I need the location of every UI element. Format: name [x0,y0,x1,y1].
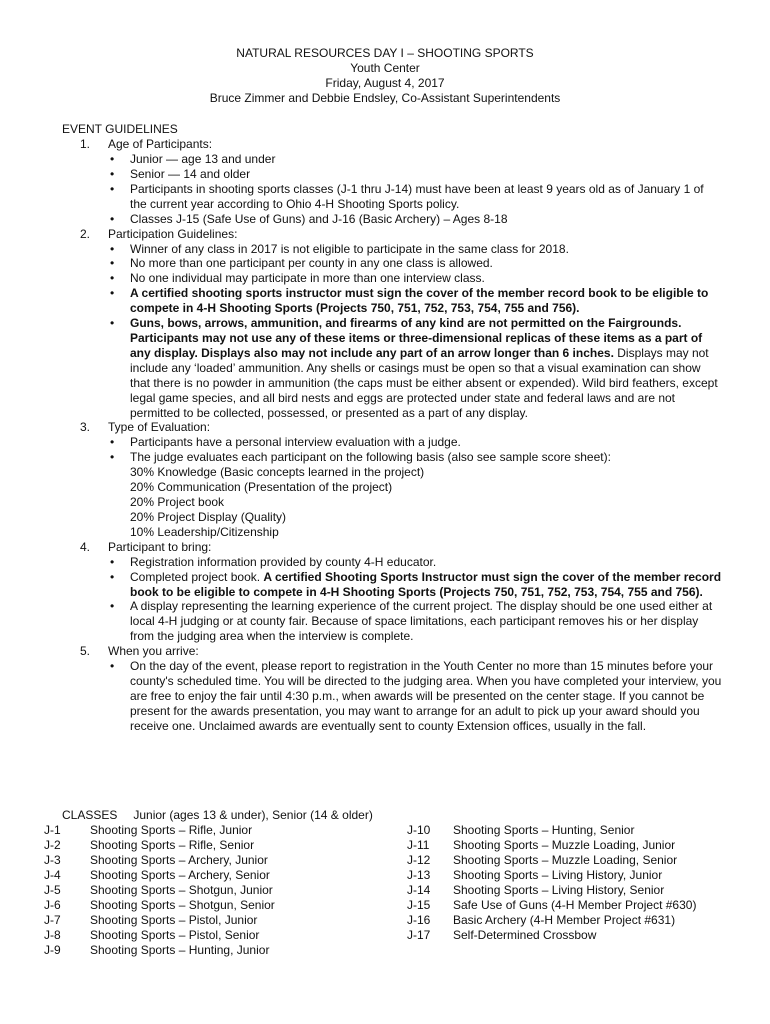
bullet-item [108,659,722,734]
bullet-text: Participants in shooting sports classes (J-1 thru J-14) must have been at least 9 years old as of January 1 of the current year according to Ohio 4-H Shooting Sports policy. [130,181,704,211]
bullet-text: A display representing the learning experience of the current project. The display should be one used either at local 4-H judging or at county fair. Because of space limitations, each participant removes his or her display from the judging area when the interview is complete. [130,599,713,644]
bullet-item [108,271,722,286]
class-name: Shooting Sports – Living History, Senior [453,883,665,897]
bullet-item [108,450,722,465]
document-header [0,46,770,106]
class-code: J-10 [407,823,431,837]
class-name: Shooting Sports – Hunting, Junior [90,943,270,957]
class-code: J-2 [44,838,61,852]
classes-age-info: Junior (ages 13 & under), Senior (14 & older) [133,808,373,822]
bullet-list [108,435,722,465]
bullet-list [108,555,722,644]
guideline-section [62,227,722,421]
class-name: Safe Use of Guns (4-H Member Project #630) [453,898,697,912]
class-name: Shooting Sports – Muzzle Loading, Senior [453,853,678,867]
bullet-item [108,286,722,316]
scoring-criterion: 20% Communication (Presentation of the project) [130,480,393,495]
class-name: Shooting Sports – Rifle, Junior [90,823,253,837]
bullet-item [108,435,722,450]
section-number: 4. [80,539,91,554]
class-name: Shooting Sports – Muzzle Loading, Junior [453,838,676,852]
guidelines-title: EVENT GUIDELINES [62,122,178,136]
bullet-item [108,182,722,212]
section-number: 3. [80,420,91,435]
bullet-text: Participants have a personal interview evaluation with a judge. [130,435,461,450]
class-code: J-14 [407,883,431,897]
scoring-criterion: 10% Leadership/Citizenship [130,524,279,539]
section-title: When you arrive: [108,644,199,659]
section-number: 5. [80,644,91,659]
bullet-text: Registration information provided by county 4-H educator. [130,554,437,569]
bullet-item [108,242,722,257]
guideline-section [62,540,722,644]
class-name: Shooting Sports – Rifle, Senior [90,838,255,852]
class-name: Shooting Sports – Hunting, Senior [453,823,635,837]
bullet-text: Completed project book. [130,569,261,584]
scoring-criterion: 20% Project book [130,495,225,510]
bullet-text: Classes J-15 (Safe Use of Guns) and J-16 (Basic Archery) – Ages 8-18 [130,211,508,226]
bullet-text: Senior — 14 and older [130,166,251,181]
class-name: Shooting Sports – Shotgun, Junior [90,883,273,897]
event-staff: Bruce Zimmer and Debbie Endsley, Co-Assistant Superintendents [209,91,561,105]
event-location: Youth Center [350,61,420,75]
bullet-text: Winner of any class in 2017 is not eligible to participate in the same class for 2018. [130,241,569,256]
section-title: Type of Evaluation: [108,420,211,435]
document-title: NATURAL RESOURCES DAY I – SHOOTING SPORTS [236,46,534,60]
class-code: J-5 [44,883,61,897]
event-date: Friday, August 4, 2017 [325,76,445,90]
bullet-text: Junior — age 13 and under [130,152,276,166]
bullet-list [108,659,722,734]
bullet-item [108,555,722,570]
class-code: J-17 [407,928,431,942]
section-title: Participation Guidelines: [108,226,238,241]
class-name: Shooting Sports – Shotgun, Senior [90,898,275,912]
bullet-item [108,570,722,600]
class-name: Shooting Sports – Pistol, Junior [90,913,258,927]
class-code: J-16 [407,913,431,927]
class-name: Basic Archery (4-H Member Project #631) [453,913,676,927]
class-name: Shooting Sports – Archery, Senior [90,868,270,882]
class-name: Shooting Sports – Living History, Junior [453,868,663,882]
section-number: 1. [80,137,91,151]
scoring-criterion: 20% Project Display (Quality) [130,509,287,524]
class-code: J-1 [44,823,61,837]
guideline-section [62,420,722,539]
bullet-text: No one individual may participate in more than one interview class. [130,271,485,286]
scoring-criterion: 30% Knowledge (Basic concepts learned in the project) [130,465,425,480]
class-code: J-13 [407,868,431,882]
bullet-text: Displays may not include any ‘loaded’ ammunition. Any shells or casings must be open so that a visual examination can show that there is no powder in ammunition (the caps must be either absent or expended). Wild bird feathers, except legal game species, and all bird nests and eggs are protected under state and federal laws and are not permitted to be collected, possessed, or presented as a part of any display. [130,345,718,420]
bullet-item [108,212,722,227]
section-number: 2. [80,226,91,241]
bullet-item [108,599,722,644]
section-title: Participant to bring: [108,539,212,554]
bullet-text: The judge evaluates each participant on the following basis (also see sample score sheet): [130,450,611,465]
guideline-section [62,137,722,227]
class-code: J-3 [44,853,61,867]
bullet-list [108,152,722,227]
class-code: J-9 [44,943,61,957]
class-code: J-15 [407,898,431,912]
class-name: Shooting Sports – Archery, Junior [90,853,268,867]
event-guidelines [62,122,722,734]
classes-header [62,808,373,823]
bullet-item [108,152,722,167]
classes-label: CLASSES [62,808,118,822]
bullet-bold-text: A certified Shooting Sports Instructor must sign the cover of the member record book to be eligible to compete in 4-H Shooting Sports (Projects 750, 751, 752, 753, 754, 755 and 756). [130,569,722,599]
class-code: J-11 [407,838,430,852]
guidelines-sections [62,137,722,734]
class-name: Shooting Sports – Pistol, Senior [90,928,260,942]
bullet-list [108,242,722,421]
bullet-item [108,256,722,271]
bullet-bold-text: Guns, bows, arrows, ammunition, and firearms of any kind are not permitted on the Fairgrounds. Participants may not use any of these items or three-dimensional replicas of these items as a part of any display. Displays also may not include any part of an arrow longer than 6 inches. [130,316,703,360]
class-code: J-6 [44,898,61,912]
bullet-text: No more than one participant per county in any one class is allowed. [130,256,493,271]
bullet-bold-text: A certified shooting sports instructor must sign the cover of the member record book to be eligible to compete in 4-H Shooting Sports (Projects 750, 751, 752, 753, 754, 755 and 756). [130,286,709,316]
class-name: Self-Determined Crossbow [453,928,597,942]
class-code: J-8 [44,928,61,942]
bullet-item [108,167,722,182]
guideline-section [62,644,722,734]
bullet-text: On the day of the event, please report to registration in the Youth Center no more than 15 minutes before your county's scheduled time. You will be directed to the judging area. When you have completed your interview, you are free to enjoy the fair until 4:30 p.m., when awards will be presented on the center stage. If you cannot be present for the awards presentation, you may want to arrange for an adult to pick up your award should you receive one. Unclaimed awards are eventually sent to county Extension offices, usually in the fall. [130,659,722,733]
bullet-item [108,316,722,420]
section-title: Age of Participants: [108,137,213,151]
class-code: J-7 [44,913,61,927]
class-code: J-12 [407,853,431,867]
class-code: J-4 [44,868,61,882]
